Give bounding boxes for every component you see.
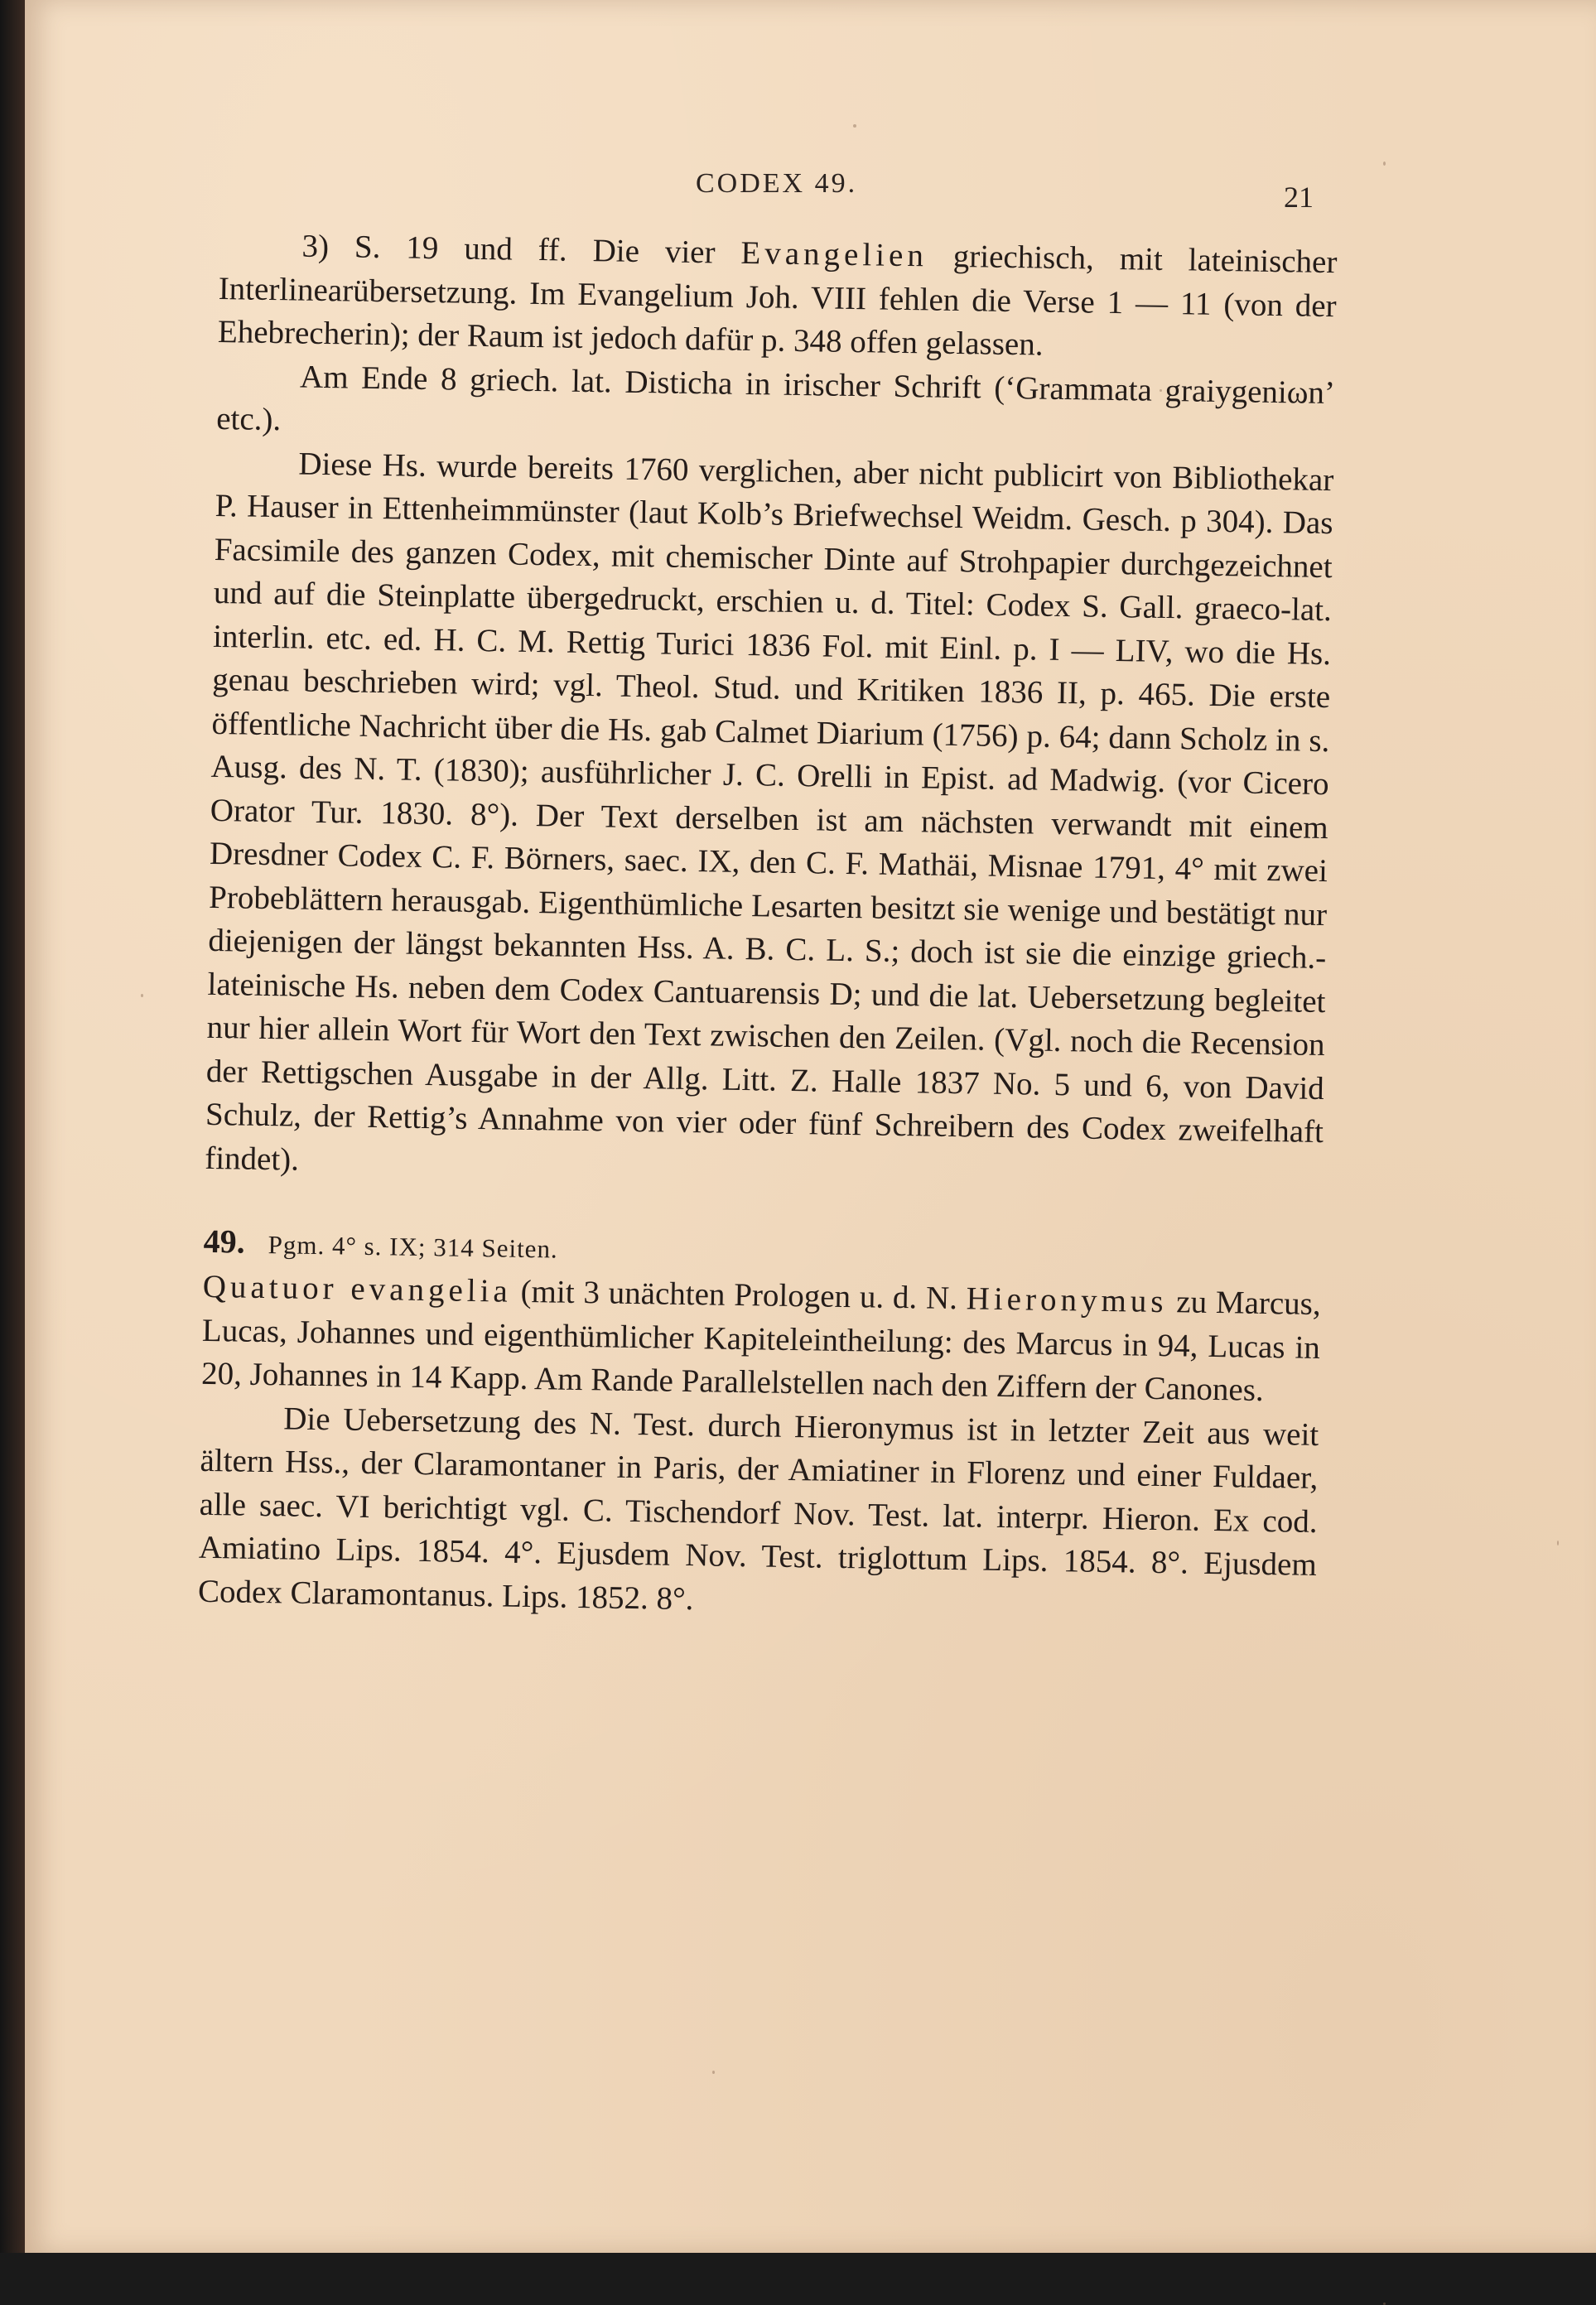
paragraph-uebersetzung: Die Uebersetzung des N. Test. durch Hieronymus ist in letzter Zeit aus weit ältern Hss., der Claramontaner in Paris, der Amiatiner in Florenz und einer Fuldaer, alle saec. VI berichtigt vgl. C. Tischendorf Nov. Test. lat. interpr. Hieron. Ex cod. Amiatino Lips. 1854. 4°. Ejusdem Nov. Test. triglottum Lips. 1854. 8°. Ejusdem Codex Claramontanus. Lips. 1852. 8°. bbox=[197, 1400, 1319, 1617]
paper-speck bbox=[141, 994, 143, 997]
paragraph-history: Diese Hs. wurde bereits 1760 verglichen, aber nicht publicirt von Bibliothekar P. Hauser in Ettenheimmünster (laut Kolb’s Briefwechsel Weidm. Gesch. p 304). Das Facsimile des ganzen Codex, mit chemischer Dinte auf Strohpapier durchgezeichnet und auf die Steinplatte übergedruckt, erschien u. d. Titel: Codex S. Gall. graeco-lat. interlin. etc. ed. H. C. M. Rettig Turici 1836 Fol. mit Einl. p. I — LIV, wo die Hs. genau beschrieben wird; vgl. Theol. Stud. und Kritiken 1836 II, p. 465. Die erste öffentliche Nachricht über die Hs. gab Calmet Diarium (1756) p. 64; dann Scholz in s. Ausg. des N. T. (1830); ausführlicher J. C. Orelli in Epist. ad Madwig. (vor Cicero Orator Tur. 1830. 8°). Der Text derselben ist am nächsten verwandt mit einem Dresdner Codex C. F. Börners, saec. IX, den C. F. Mathäi, Misnae 1791, 4° mit zwei Probeblättern herausgab. Eigenthümliche Lesarten besitzt sie wenige und bestätigt nur diejenigen der längst bekannten Hss. A. B. C. L. S.; doch ist sie die einzige griech.-lateinische Hs. neben dem Codex Cantuarensis D; und die lat. Uebersetzung begleitet nur hier allein Wort für Wort den Text zwischen den Zeilen. (Vgl. noch die Recension der Rettigschen Ausgabe in der Allg. Litt. Z. Halle 1837 No. 5 und 6, von David Schulz, der Rettig’s Annahme von vier oder fünf Schreibern des Codex zweifelhaft findet). bbox=[204, 446, 1334, 1178]
entry-meta: Pgm. 4° s. IX; 314 Seiten. bbox=[268, 1230, 559, 1264]
paragraph-rest: zu Marcus, Lucas, Johannes und eigenthümlicher Kapiteleintheilung: des Marcus in 94, Lucas in 20, Johannes in 14 Kapp. Am Rande Parallelstellen nach den Ziffern der Canones. bbox=[200, 1284, 1322, 1408]
paragraph-rest: griechisch, mit lateinischer Interlinearübersetzung. Im Evangelium Joh. VIII fehlen die Verse 1 — 11 (von der Ehebrecherin); der Raum ist jedoch dafür p. 348 offen gelassen. bbox=[217, 238, 1338, 363]
paragraph-lead: 3) S. 19 und ff. Die vier bbox=[301, 228, 741, 271]
entry-number: 49. bbox=[203, 1222, 246, 1261]
paper-speck bbox=[1160, 389, 1162, 392]
page-header bbox=[25, 162, 1596, 214]
page-number: 21 bbox=[1284, 181, 1314, 214]
paper-speck bbox=[1557, 1541, 1559, 1546]
spaced-term: Evangelien bbox=[740, 234, 928, 274]
paper-speck bbox=[853, 124, 856, 128]
book-page bbox=[25, 0, 1596, 2253]
paper-speck bbox=[1383, 162, 1386, 166]
paragraph-evangelien bbox=[218, 224, 1338, 372]
page-body bbox=[198, 224, 1338, 1631]
paper-speck bbox=[712, 2071, 715, 2074]
paragraph-quatuor bbox=[201, 1266, 1321, 1414]
spaced-term: Hieronymus bbox=[966, 1280, 1168, 1320]
spaced-term: Quatuor evangelia bbox=[202, 1268, 513, 1309]
paragraph-middle: (mit 3 unächten Prologen u. d. N. bbox=[511, 1273, 967, 1317]
running-head: CODEX 49. bbox=[696, 168, 858, 199]
scan-border bbox=[0, 0, 25, 2253]
paragraph-disticha: Am Ende 8 griech. lat. Disticha in irischer Schrift (‘Grammata graiygeniωn’ etc.). bbox=[215, 359, 1336, 438]
